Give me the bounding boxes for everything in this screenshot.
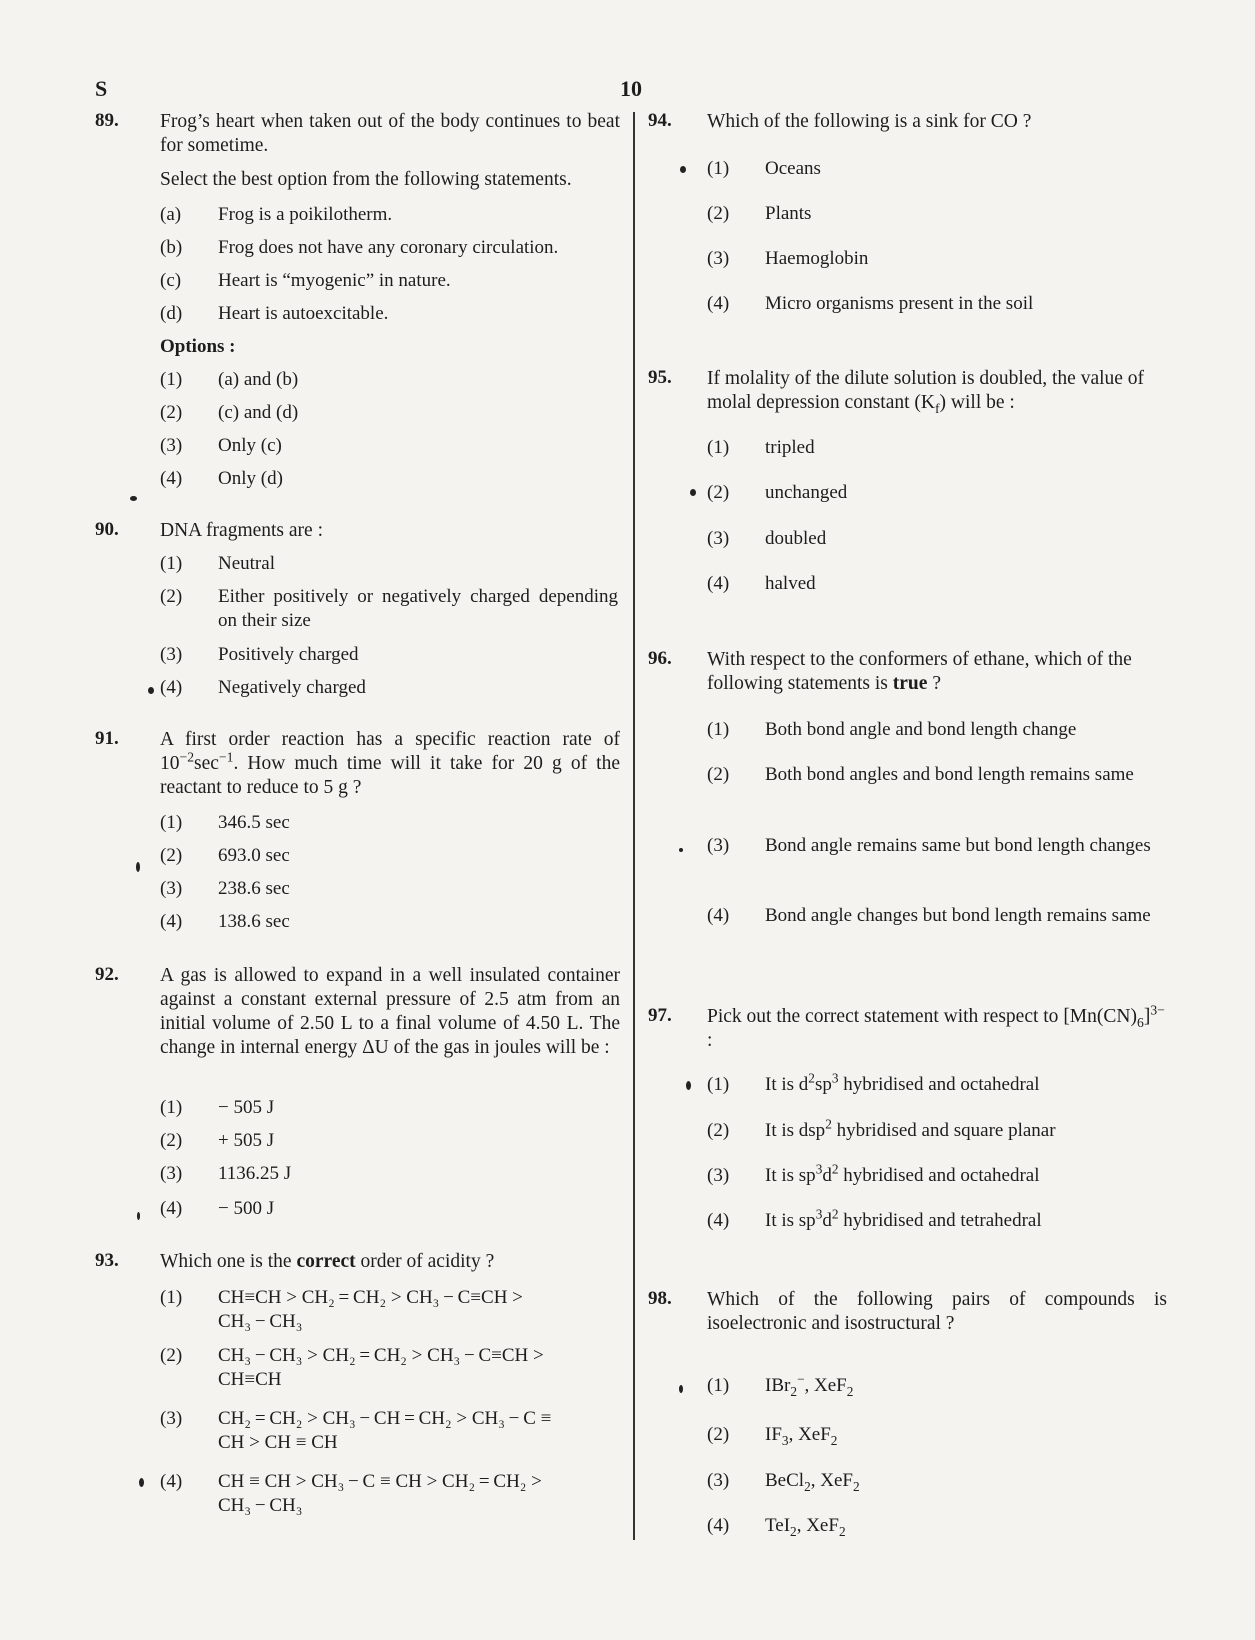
- option-2[interactable]: (2) Plants: [707, 203, 812, 224]
- option-3[interactable]: (3) Haemoglobin: [707, 248, 869, 269]
- option-2[interactable]: (2) CH₃ − CH₃ > CH₂ = CH₂ > CH₃ − C≡CH > CH≡CH: [160, 1345, 544, 1390]
- option-2[interactable]: (2) It is dsp$^2$ hybridised and square planar: [707, 1116, 1056, 1141]
- statement-c: (c) Heart is “myogenic” in nature.: [160, 270, 451, 291]
- question-number: 92.: [95, 964, 119, 985]
- option-4[interactable]: (4) Bond angle changes but bond length remains same: [707, 905, 1151, 926]
- option-4[interactable]: (4) − 500 J: [160, 1198, 275, 1219]
- option-1[interactable]: (1) It is $d^2sp^3$ hybridised and octahedral: [707, 1070, 1040, 1095]
- option-1[interactable]: (1) Both bond angle and bond length change: [707, 719, 1077, 740]
- question-text: Which one is the correct order of acidity ?: [160, 1251, 495, 1272]
- option-3[interactable]: (3) It is $sp^3d^2$ hybridised and octahedral: [707, 1161, 1040, 1186]
- question-number: 89.: [95, 110, 119, 131]
- question-number: 90.: [95, 519, 119, 540]
- statement-a: (a) Frog is a poikilotherm.: [160, 204, 393, 225]
- option-4[interactable]: (4) It is $sp^3d^2$ hybridised and tetrahedral: [707, 1206, 1042, 1231]
- question-number: 97.: [648, 1005, 672, 1026]
- option-4[interactable]: (4) Micro organisms present in the soil: [707, 293, 1034, 314]
- question-text: Which of the following pairs of compounds is isoelectronic and isostructural ?: [707, 1289, 1167, 1334]
- pencil-mark: [690, 489, 696, 496]
- option-4[interactable]: (4) halved: [707, 573, 816, 594]
- option-1[interactable]: (1) tripled: [707, 437, 815, 458]
- statement-b: (b) Frog does not have any coronary circulation.: [160, 237, 559, 258]
- option-4[interactable]: (4) Only (d): [160, 468, 283, 489]
- option-2[interactable]: (2) Either positively or negatively charged depending on their size: [160, 586, 618, 631]
- question-instruction: Select the best option from the following statements.: [160, 169, 572, 190]
- option-3[interactable]: (3) doubled: [707, 528, 827, 549]
- question-number: 91.: [95, 728, 119, 749]
- option-1[interactable]: (1) IBr$_2$−, XeF$_2$: [707, 1371, 854, 1399]
- question-text: Which of the following is a sink for CO ?: [707, 111, 1032, 132]
- question-text: DNA fragments are :: [160, 520, 323, 541]
- option-3[interactable]: (3) CH₂ = CH₂ > CH₃ − CH = CH₂ > CH₃ − C ≡ CH > CH ≡ CH: [160, 1408, 552, 1453]
- option-1[interactable]: (1) − 505 J: [160, 1097, 275, 1118]
- series-code: S: [95, 76, 108, 101]
- option-1[interactable]: (1) (a) and (b): [160, 369, 299, 390]
- question-text: Frog’s heart when taken out of the body continues to beat for sometime.: [160, 111, 620, 156]
- option-2[interactable]: (2) 693.0 sec: [160, 845, 290, 866]
- question-text: A gas is allowed to expand in a well insulated container against a constant external pressure of 2.5 atm from an initial volume of 2.50 L to a final volume of 4.50 L. The change in internal energy ΔU of the gas in joules will be :: [160, 965, 620, 1058]
- pencil-mark: [130, 496, 137, 501]
- page-number: 10: [620, 76, 642, 101]
- pencil-mark: [148, 687, 154, 694]
- option-2[interactable]: (2) Both bond angles and bond length remains same: [707, 764, 1134, 785]
- option-3[interactable]: (3) Only (c): [160, 435, 282, 456]
- pencil-mark: [680, 166, 686, 173]
- option-2[interactable]: (2) unchanged: [707, 482, 848, 503]
- option-1[interactable]: (1) Neutral: [160, 553, 275, 574]
- option-2[interactable]: (2) $IF_3$, XeF$_2$: [707, 1424, 838, 1448]
- options-heading: Options :: [160, 336, 236, 357]
- option-3[interactable]: (3) BeCl$_2$, XeF$_2$: [707, 1470, 860, 1494]
- question-number: 98.: [648, 1288, 672, 1309]
- pencil-mark: [686, 1081, 691, 1090]
- option-1[interactable]: (1) Oceans: [707, 158, 821, 179]
- option-1[interactable]: (1) CH≡CH > CH₂ = CH₂ > CH₃ − C≡CH > CH₃ − CH₃: [160, 1287, 523, 1332]
- option-1[interactable]: (1) 346.5 sec: [160, 812, 290, 833]
- option-2[interactable]: (2) (c) and (d): [160, 402, 299, 423]
- pencil-mark: [679, 1385, 683, 1393]
- column-divider: [633, 112, 635, 1540]
- option-3[interactable]: (3) Bond angle remains same but bond length changes: [707, 835, 1151, 856]
- option-4[interactable]: (4) TeI$_2$, XeF$_2$: [707, 1515, 846, 1539]
- option-3[interactable]: (3) 1136.25 J: [160, 1163, 292, 1184]
- question-number: 95.: [648, 367, 672, 388]
- question-text: A first order reaction has a specific reaction rate of $10^{-2}\sec^{-1}$. How much time will it take for 20 g of the reactant to reduce to 5 g ?: [160, 729, 620, 798]
- statement-d: (d) Heart is autoexcitable.: [160, 303, 389, 324]
- option-4[interactable]: (4) Negatively charged: [160, 677, 366, 698]
- question-text: With respect to the conformers of ethane, which of the following statements is true ?: [707, 649, 1132, 694]
- option-3[interactable]: (3) 238.6 sec: [160, 878, 290, 899]
- option-4[interactable]: (4) 138.6 sec: [160, 911, 290, 932]
- pencil-mark: [139, 1478, 144, 1487]
- question-number: 93.: [95, 1250, 119, 1271]
- pencil-mark: [137, 1212, 140, 1220]
- option-2[interactable]: (2) + 505 J: [160, 1130, 275, 1151]
- option-4[interactable]: (4) CH ≡ CH > CH₃ − C ≡ CH > CH₂ = CH₂ > CH₃ − CH₃: [160, 1471, 542, 1516]
- pencil-mark: [679, 848, 683, 852]
- question-text: Pick out the correct statement with respect to $[Mn(CN)_6]^{3-}$ :: [707, 1002, 1165, 1051]
- question-number: 94.: [648, 110, 672, 131]
- option-3[interactable]: (3) Positively charged: [160, 644, 359, 665]
- question-number: 96.: [648, 648, 672, 669]
- pencil-mark: [136, 862, 140, 872]
- question-text: If molality of the dilute solution is doubled, the value of molal depression constant $(K_f)$ will be :: [707, 368, 1145, 416]
